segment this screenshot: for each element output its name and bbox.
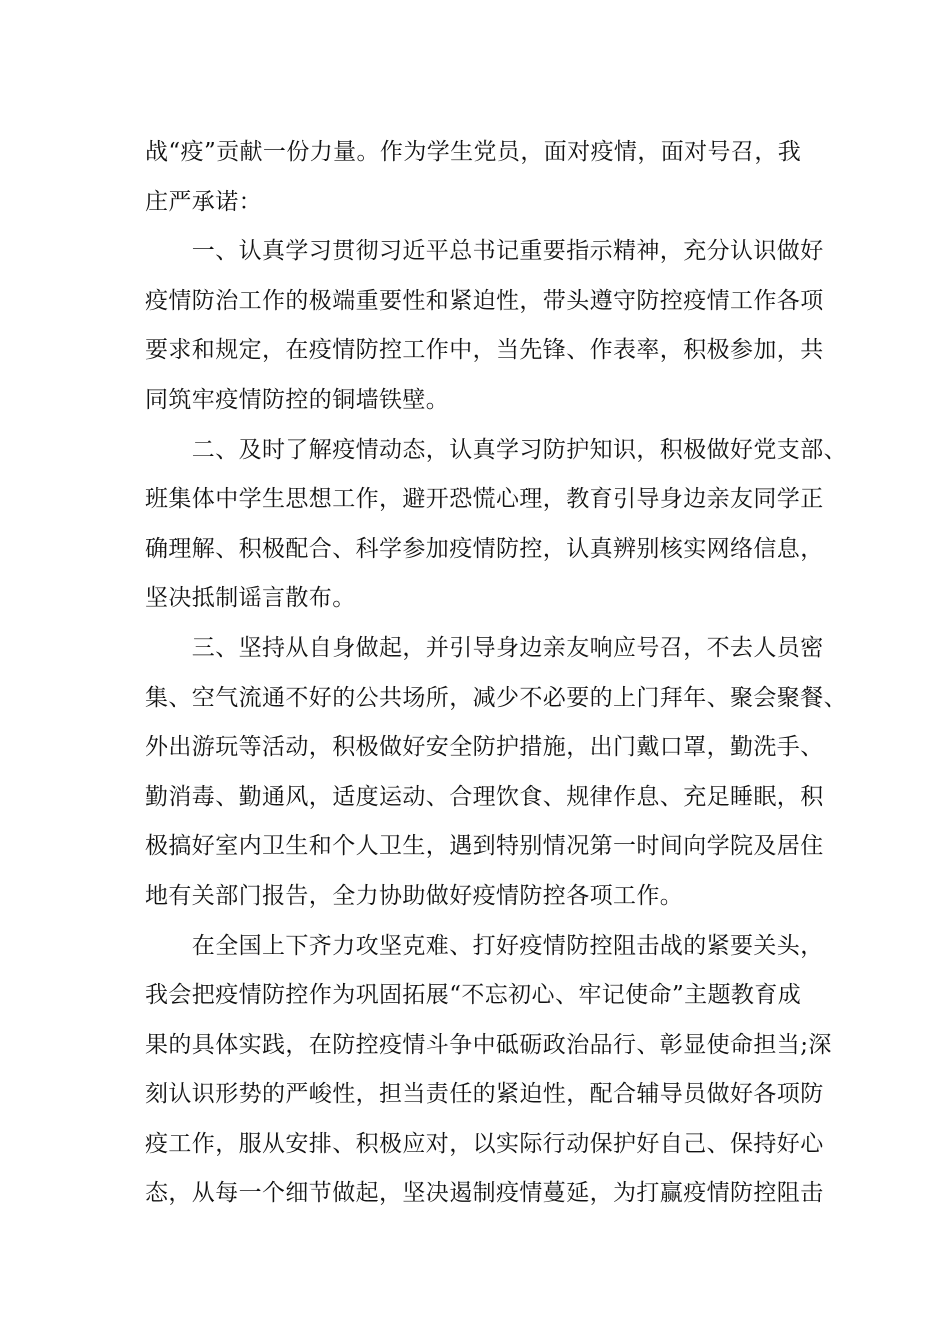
text-line: 集、空气流通不好的公共场所，减少不必要的上门拜年、聚会聚餐、 bbox=[145, 684, 847, 711]
text-line: 极搞好室内卫生和个人卫生，遇到特别情况第一时间向学院及居住 bbox=[145, 833, 824, 860]
text-line: 要求和规定，在疫情防控工作中，当先锋、作表率，积极参加，共 bbox=[145, 337, 824, 364]
text-line: 勤消毒、勤通风，适度运动、合理饮食、规律作息、充足睡眠，积 bbox=[145, 783, 824, 810]
text-line: 班集体中学生思想工作，避开恐慌心理，教育引导身边亲友同学正 bbox=[145, 486, 824, 513]
text-line: 态，从每一个细节做起，坚决遏制疫情蔓延，为打赢疫情防控阻击 bbox=[145, 1180, 824, 1207]
text-line: 战“疫”贡献一份力量。作为学生党员，面对疫情，面对号召，我 bbox=[145, 139, 802, 165]
text-line: 庄严承诺： bbox=[145, 188, 262, 215]
text-line: 二、及时了解疫情动态，认真学习防护知识，积极做好党支部、 bbox=[145, 436, 847, 463]
text-line: 坚决抵制谣言散布。 bbox=[145, 585, 356, 612]
document-body bbox=[145, 128, 847, 1219]
text-line: 三、坚持从自身做起，并引导身边亲友响应号召，不去人员密 bbox=[145, 634, 824, 661]
text-line: 确理解、积极配合、科学参加疫情防控，认真辨别核实网络信息， bbox=[145, 535, 824, 562]
text-line: 刻认识形势的严峻性，担当责任的紧迫性，配合辅导员做好各项防 bbox=[145, 1081, 824, 1108]
text-line: 在全国上下齐力攻坚克难、打好疫情防控阻击战的紧要关头， bbox=[145, 932, 824, 959]
text-line: 疫工作，服从安排、积极应对，以实际行动保护好自己、保持好心 bbox=[145, 1130, 824, 1157]
text-line: 外出游玩等活动，积极做好安全防护措施，出门戴口罩，勤洗手、 bbox=[145, 734, 824, 761]
text-line: 同筑牢疫情防控的铜墙铁壁。 bbox=[145, 386, 450, 413]
text-line: 果的具体实践，在防控疫情斗争中砥砺政治品行、彰显使命担当;深 bbox=[145, 1031, 832, 1058]
text-line: 我会把疫情防控作为巩固拓展“不忘初心、牢记使命”主题教育成 bbox=[145, 982, 802, 1009]
text-line: 一、认真学习贯彻习近平总书记重要指示精神，充分认识做好 bbox=[145, 238, 824, 265]
text-line: 地有关部门报告，全力协助做好疫情防控各项工作。 bbox=[145, 882, 684, 909]
text-line: 疫情防治工作的极端重要性和紧迫性，带头遵守防控疫情工作各项 bbox=[145, 287, 824, 314]
